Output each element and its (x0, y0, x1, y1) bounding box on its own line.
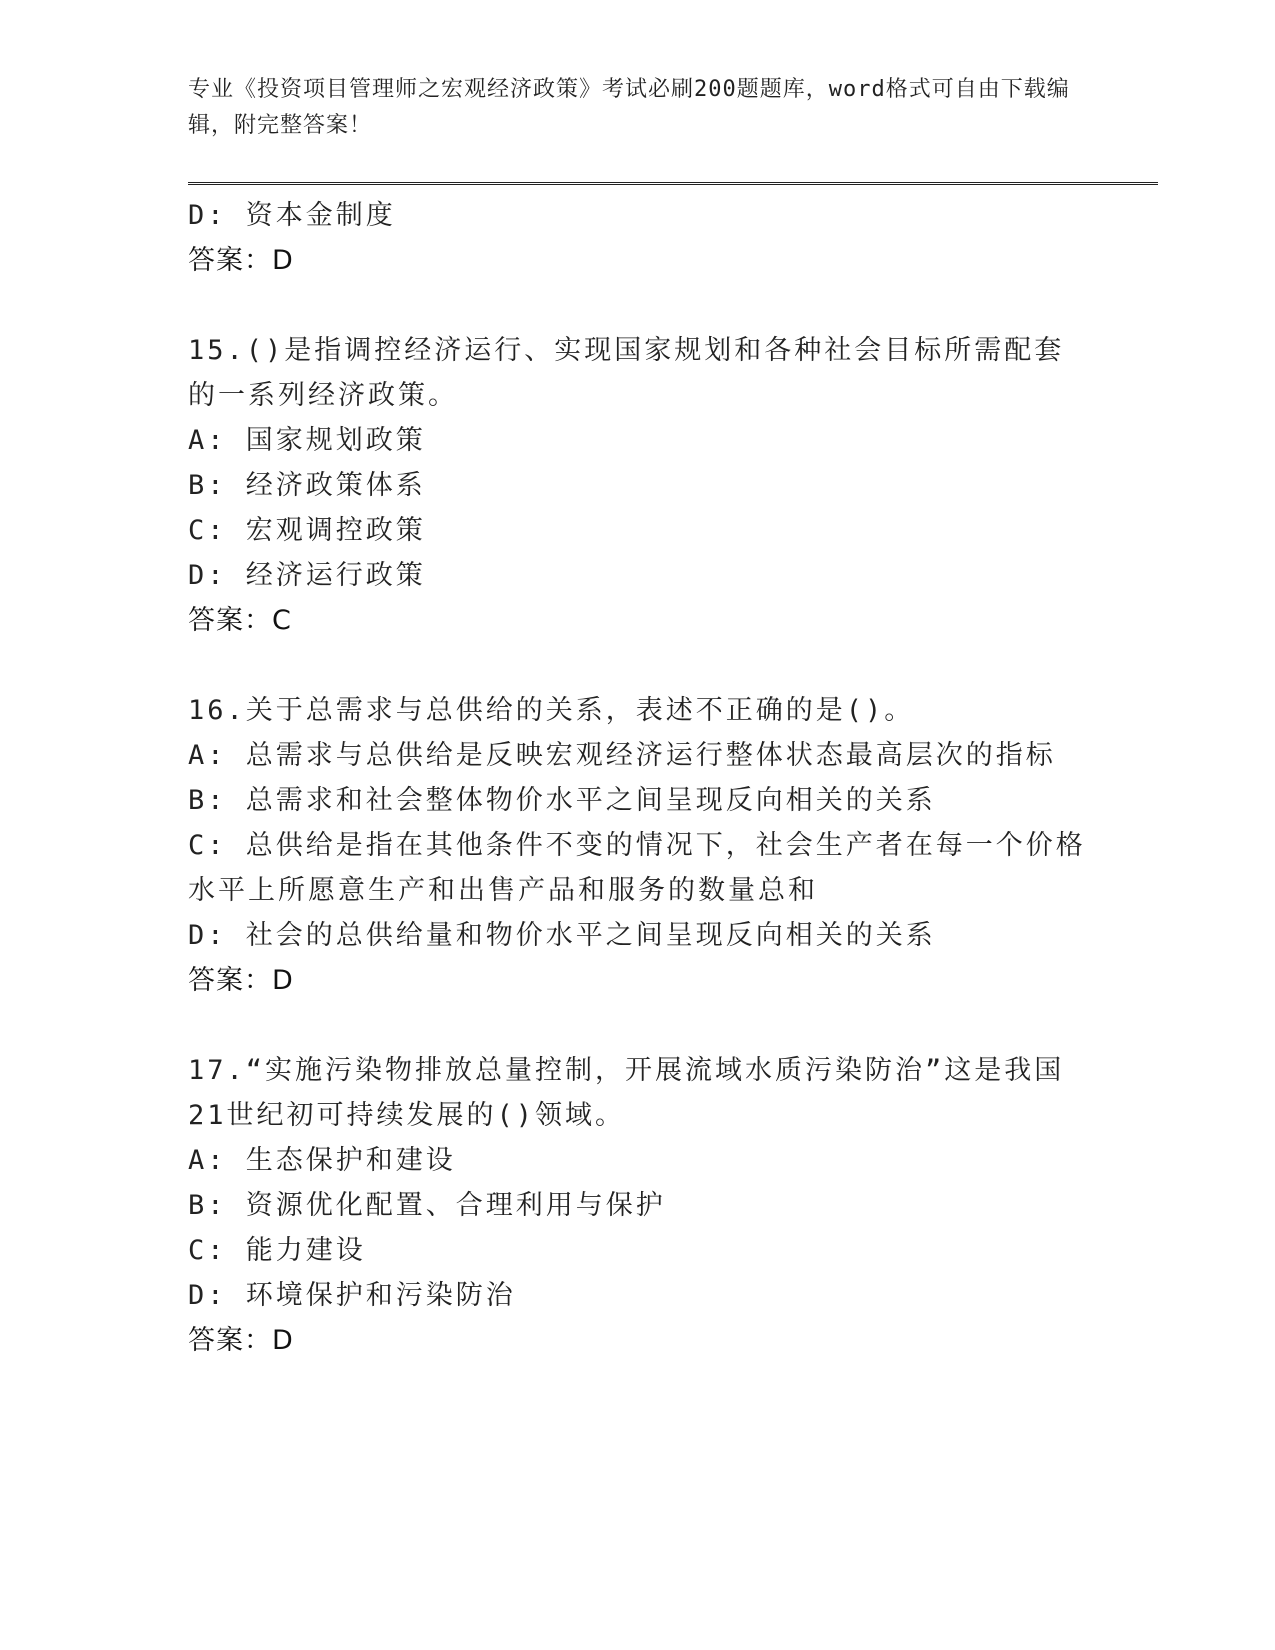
option-c: C: 总供给是指在其他条件不变的情况下，社会生产者在每一个价格水平上所愿意生产和出售产品和服务的数量总和 (188, 830, 1086, 906)
question-content (188, 193, 1158, 1363)
answer-line: 答案：D (188, 1325, 294, 1356)
option-a: A: 总需求与总供给是反映宏观经济运行整体状态最高层次的指标 (188, 740, 1056, 771)
option-d: D: 经济运行政策 (188, 560, 426, 591)
option-b: B: 经济政策体系 (188, 470, 426, 501)
answer-line: 答案：C (188, 605, 292, 636)
option-d: D: 环境保护和污染防治 (188, 1280, 516, 1311)
question-15 (188, 328, 1158, 643)
option-c: C: 能力建设 (188, 1235, 366, 1266)
option-a: A: 生态保护和建设 (188, 1145, 456, 1176)
option-c: C: 宏观调控政策 (188, 515, 426, 546)
option-d: D: 资本金制度 (188, 200, 396, 231)
question-17 (188, 1048, 1158, 1363)
document-header-description: 专业《投资项目管理师之宏观经济政策》考试必刷200题题库，word格式可自由下载编辑，附完整答案！ (188, 77, 1070, 138)
previous-question-tail (188, 193, 1158, 283)
question-stem: 17.“实施污染物排放总量控制，开展流域水质污染防治”这是我国21世纪初可持续发展的()领域。 (188, 1055, 1065, 1131)
question-16 (188, 688, 1158, 1003)
question-stem: 16.关于总需求与总供给的关系，表述不正确的是()。 (188, 695, 915, 726)
option-b: B: 总需求和社会整体物价水平之间呈现反向相关的关系 (188, 785, 936, 816)
header-divider (188, 182, 1158, 185)
option-d: D: 社会的总供给量和物价水平之间呈现反向相关的关系 (188, 920, 936, 951)
option-b: B: 资源优化配置、合理利用与保护 (188, 1190, 666, 1221)
question-stem: 15.()是指调控经济运行、实现国家规划和各种社会目标所需配套的一系列经济政策。 (188, 335, 1065, 411)
answer-line: 答案：D (188, 965, 294, 996)
option-a: A: 国家规划政策 (188, 425, 426, 456)
document-page (188, 72, 1158, 1363)
answer-line: 答案：D (188, 245, 294, 276)
